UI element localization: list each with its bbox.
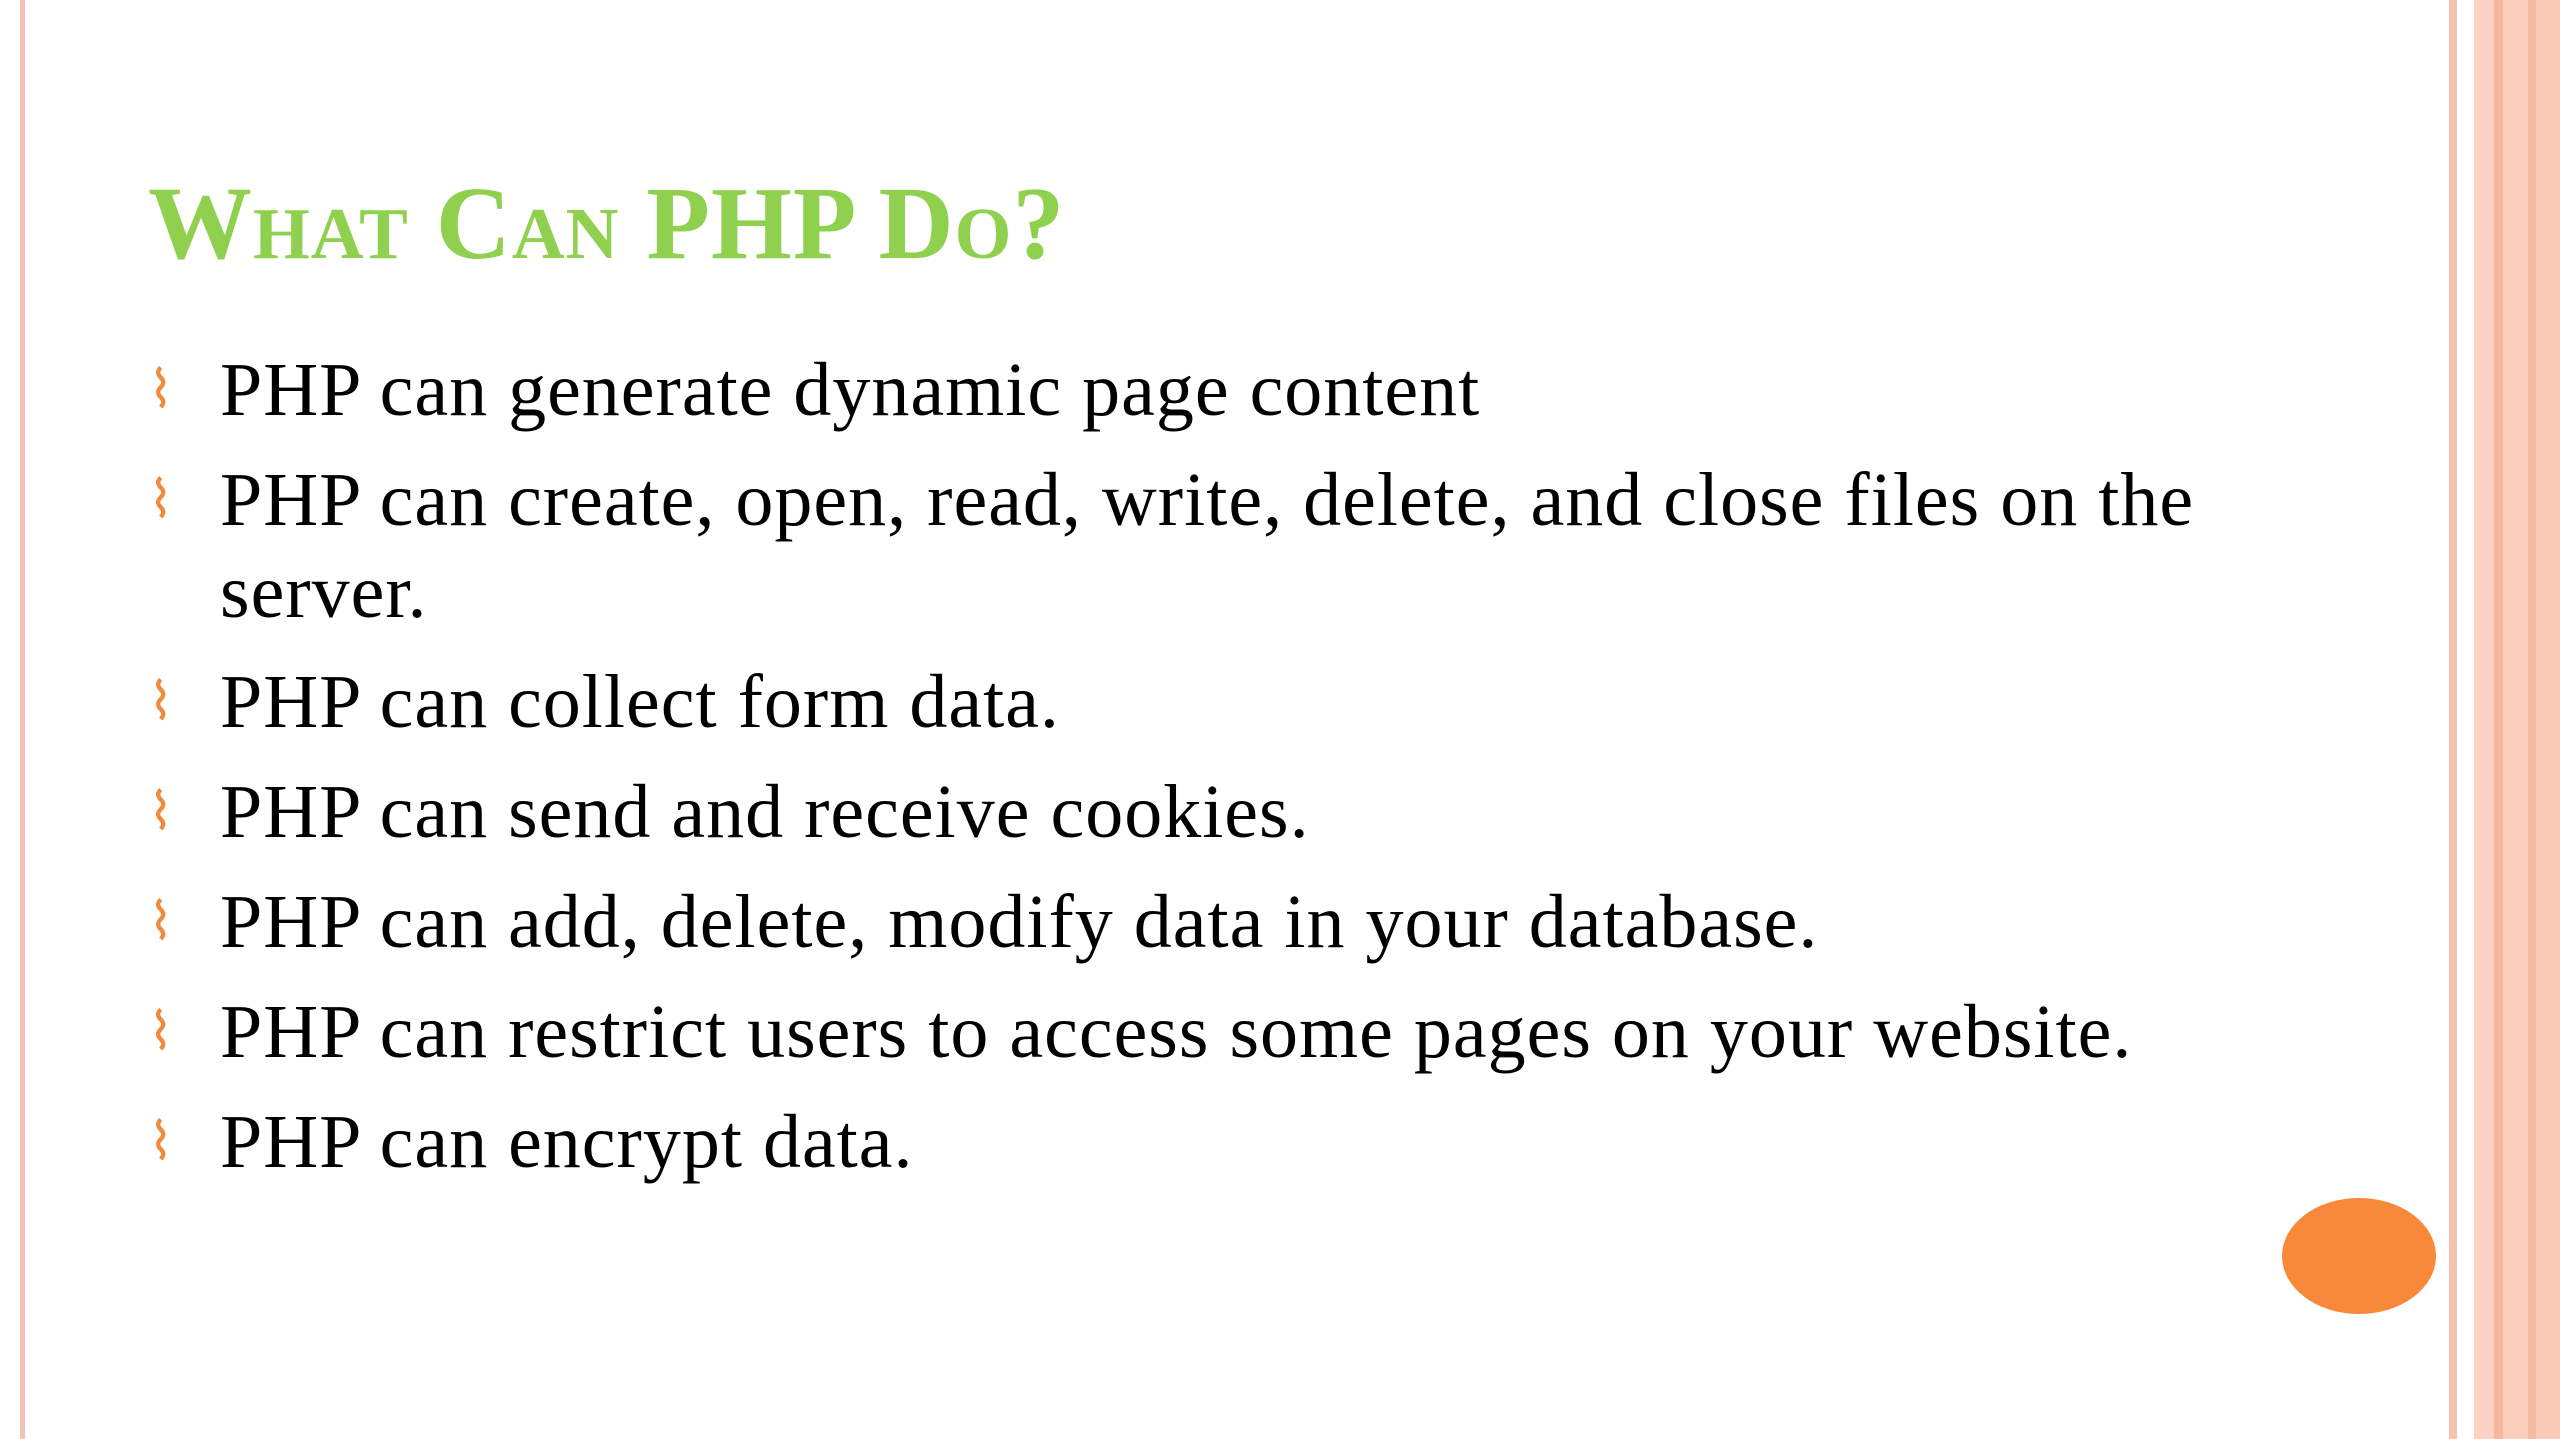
- bullet-icon: ⌇: [148, 1002, 174, 1062]
- right-decor-stripe: [2474, 0, 2494, 1439]
- bullet-text: PHP can collect form data.: [220, 660, 1060, 744]
- list-item: [148, 876, 2238, 968]
- orange-circle-decoration: [2282, 1198, 2436, 1314]
- bullet-icon: ⌇: [148, 1112, 174, 1172]
- list-item: [148, 656, 2238, 748]
- list-item: [148, 986, 2238, 1078]
- bullet-icon: ⌇: [148, 782, 174, 842]
- bullet-list: [148, 344, 2238, 1206]
- bullet-text: PHP can add, delete, modify data in your database.: [220, 880, 1819, 964]
- right-decor-stripe: [2494, 0, 2503, 1439]
- right-decor-stripe: [2536, 0, 2560, 1439]
- bullet-icon: ⌇: [148, 892, 174, 952]
- slide-title: What Can PHP Do?: [148, 166, 1066, 281]
- bullet-text: PHP can encrypt data.: [220, 1100, 914, 1184]
- list-item: [148, 766, 2238, 858]
- bullet-text: PHP can restrict users to access some pages on your website.: [220, 990, 2133, 1074]
- bullet-icon: ⌇: [148, 672, 174, 732]
- right-decor-stripe: [2528, 0, 2536, 1439]
- bullet-icon: ⌇: [148, 360, 174, 420]
- bullet-icon: ⌇: [148, 470, 174, 530]
- right-decor-stripe: [2503, 0, 2528, 1439]
- bullet-text: PHP can send and receive cookies.: [220, 770, 1310, 854]
- bullet-text: PHP can create, open, read, write, delete, and close files on the server.: [220, 458, 2195, 634]
- bullet-text: PHP can generate dynamic page content: [220, 348, 1481, 432]
- list-item: [148, 1096, 2238, 1188]
- list-item: [148, 344, 2238, 436]
- list-item: [148, 454, 2238, 638]
- left-border-line: [20, 0, 25, 1439]
- right-decor-stripe: [2449, 0, 2457, 1439]
